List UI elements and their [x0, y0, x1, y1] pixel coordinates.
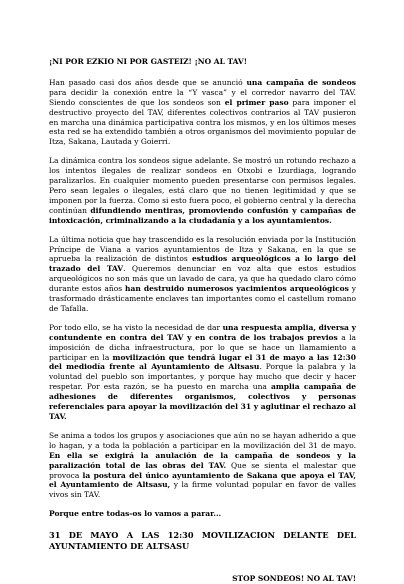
text-run: a la imposición de dicha infraestructura, por lo que se hace un llamamiento a participar en la	[49, 332, 356, 362]
paragraph-3	[49, 235, 356, 314]
bold-text-run: la postura del único ayuntamiento de Sakana que apoya el TAV, el Ayuntamiento de Altsasu,	[49, 470, 356, 490]
text-run: Han pasado casi dos años desde que se anunció	[49, 77, 247, 87]
announcement-heading: 31 DE MAYO A LAS 12:30 MOVILIZACION DELANTE DEL AYUNTAMIENTO DE ALTSASU	[49, 530, 356, 552]
text-run: . Queremos denunciar en voz alta que estos estudios arqueológicos no son más que un lavado de cara, ya que ha quedado claro cómo durante estos años	[49, 264, 356, 294]
paragraph-5	[49, 431, 356, 500]
text-run: para imponer el destructivo proyecto del TAV, diferentes colectivos contrarios al TAV pusieron en marcha una dinámica participativa contra los mismos, y en los últimos meses esta red se ha extendido también a otros organismos del movimiento popular de Itza, Sakana, Lautada y Goierri.	[49, 97, 356, 147]
bold-text-run: movilización que tendrá lugar el 31 de mayo a las 12:30 del mediodía frente al Ayuntamiento de Altsasu	[49, 352, 356, 372]
text-run: Se anima a todos los grupos y asociaciones que aún no se hayan adherido a que lo hagan, y a toda la población a participar en la movilización del 31 de mayo.	[49, 430, 356, 450]
bold-text-run: amplia campaña de adhesiones de diferentes organismos, colectivos y personas referenciales para apoyar la movilización del 31 y aglutinar el rechazo al TAV.	[49, 382, 357, 421]
bold-text-run: han destruido numerosos yacimientos arqueológicos	[125, 284, 349, 294]
text-run: Por todo ello, se ha visto la necesidad de dar	[49, 322, 223, 332]
bold-text-run: el primer paso	[224, 97, 289, 107]
text-run: y la firme voluntad popular en favor de valles vivos sin TAV.	[49, 480, 356, 500]
paragraph-4	[49, 323, 356, 422]
paragraph-2	[49, 156, 356, 225]
signoff-slogan: STOP SONDEOS! NO AL TAV!	[232, 574, 356, 584]
document-title: ¡NI POR EZKIO NI POR GASTEIZ! ¡NO AL TAV!	[49, 57, 248, 66]
bold-text-run: una campaña de sondeos	[246, 77, 356, 87]
bold-text-run: una respuesta amplia, diversa y contundente en contra del TAV y en contra de los trabajos previos	[49, 322, 356, 342]
text-run: Que se sienta el malestar que provoca	[49, 460, 356, 480]
closing-line: Porque entre todas-os lo vamos a parar...	[49, 509, 222, 519]
text-run: La última noticia que hay trascendido es la resolución enviada por la Institución Príncipe de Viana a varios ayuntamientos de Itza y Sakana, en la que se aprueba la realización de distintos	[49, 234, 356, 264]
text-run: La dinámica contra los sondeos sigue adelante. Se mostró un rotundo rechazo a los intentos ilegales de realizar sondeos en Otxobi e Izurdiaga, logrando paralizarlos. En cualquier momento pueden presentarse con permisos legales. Pero sean legales o ilegales, está claro que no tienen legitimidad y que se imponen por la fuerza. Como si esto fuera poco, el gobierno central y la derecha continúan	[49, 156, 356, 215]
bold-text-run: difundiendo mentiras, promoviendo confusión y campañas de intoxicación, criminalizando a la ciudadanía y a los ayuntamientos.	[49, 205, 356, 225]
text-run: y trasformado drásticamente enclaves tan importantes como el castellum romano de Tafalla.	[49, 284, 356, 313]
bold-text-run: estudios arqueológicos a lo largo del trazado del TAV	[49, 254, 356, 274]
paragraph-1	[49, 78, 356, 147]
text-run: . Porque la palabra y la voluntad del pueblo son importantes, y porque hay mucho que decir y hacer respetar. Por esta razón, se ha puesto en marcha una	[49, 362, 356, 392]
text-run: para decidir la conexión entre la “Y vasca” y el corredor navarro del TAV. Siendo conscientes de que los sondeos son	[49, 87, 356, 107]
bold-text-run: En ella se exigirá la anulación de la campaña de sondeos y la paralización total de las obras del TAV.	[49, 450, 356, 470]
